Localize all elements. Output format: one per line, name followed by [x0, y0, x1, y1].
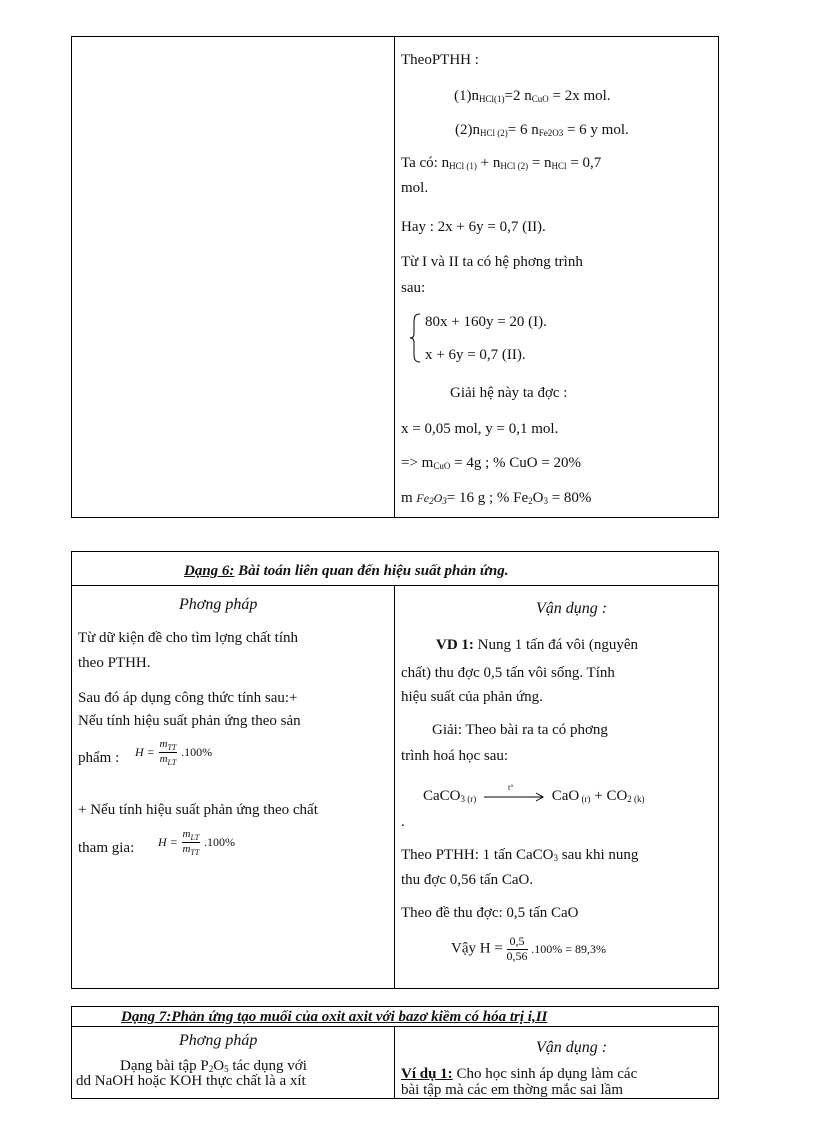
left-heading: Phơng pháp	[179, 1032, 258, 1049]
left-line-1: Dạng bài tập $P_2O_5$ tác dụng với	[120, 1058, 307, 1074]
right-line-9: Theo đề thu đợc: 0,5 tấn CaO	[401, 905, 579, 921]
right-line-2: bài tập mà các em thờng mắc sai lầm	[401, 1082, 624, 1098]
table-block-1	[71, 36, 719, 518]
left-line-2: dd NaOH hoặc KOH thực chất là a xít	[76, 1073, 306, 1089]
system-eq-2: x + 6y = 0,7 (II).	[425, 347, 526, 363]
block1-line-5: mol.	[401, 180, 429, 196]
block1-line-1: TheoPTHH :	[401, 52, 479, 68]
block1-line-9: Giải hệ này ta đợc :	[450, 385, 568, 401]
right-heading: Vận dụng :	[536, 600, 608, 617]
block1-line-12: m $Fe_2O_3= 16$ g ; % $Fe_2O_3 = 80\%$	[401, 490, 592, 506]
left-line-1: Từ dữ kiện đề cho tìm lợng chất tính	[78, 630, 298, 646]
table-block-2	[71, 551, 719, 989]
block1-line-6: Hay : 2x + 6y = 0,7 (II).	[401, 219, 546, 235]
formula-product: H = $\frac{m_{TT}}{m_{LT}}$ .100%	[135, 738, 213, 768]
title-divider	[71, 1026, 719, 1027]
block1-line-7: Từ I và II ta có hệ phơng trình	[401, 254, 583, 270]
right-line-5: trình hoá học sau:	[401, 748, 509, 764]
block1-line-10: x = 0,05 mol, y = 0,1 mol.	[401, 421, 559, 437]
right-line-1: VD 1: Nung 1 tấn đá vôi (nguyên	[436, 637, 639, 653]
block1-line-3: $(2)n_{HCl (2)}= 6$ $n_{Fe2O3} = 6$ y mol.	[455, 122, 629, 138]
title-divider	[71, 585, 719, 586]
left-line-4: Nếu tính hiệu suất phản ứng theo sản	[78, 713, 301, 729]
section-title-dang-6: Dạng 6: Bài toán liên quan đến hiệu suất phản ứng.	[184, 563, 509, 579]
right-line-1: Ví dụ 1: Cho học sinh áp dụng làm các	[401, 1066, 638, 1082]
right-line-3: hiệu suất của phản ứng.	[401, 689, 543, 705]
left-clip	[71, 1070, 394, 1098]
title-clip	[71, 1006, 719, 1026]
formula-reactant: H = $\frac{m_{LT}}{m_{TT}}$ .100%	[158, 828, 235, 858]
right-clip	[395, 1080, 718, 1098]
right-line-6: .	[401, 814, 405, 830]
heat-arrow: t°	[482, 791, 546, 803]
left-line-2: theo PTHH.	[78, 655, 151, 671]
block1-line-11: => $m_{CuO} = 4g$ ; % CuO = 20%	[401, 455, 582, 471]
system-brace	[408, 312, 422, 364]
left-heading: Phơng pháp	[179, 596, 258, 613]
reaction-equation: CaCO$_3$ $_{(r)}$ t° CaO $_{(r)} + CO_2$ $_{(k)}$	[423, 782, 645, 804]
system-eq-1: 80x + 160y = 20 (I).	[425, 314, 547, 330]
right-line-4: Giải: Theo bài ra ta có phơng	[432, 722, 608, 738]
left-line-7: tham gia:	[78, 840, 135, 856]
page-cut-line	[71, 1098, 719, 1099]
right-heading: Vận dụng :	[536, 1039, 608, 1056]
right-line-8: thu đợc 0,56 tấn CaO.	[401, 872, 534, 888]
right-line-2: chất) thu đợc 0,5 tấn vôi sống. Tính	[401, 665, 615, 681]
block1-line-8: sau:	[401, 280, 426, 296]
block1-line-4: Ta có: $n_{HCl (1)} + n_{HCl (2)} = n_{HCl} = 0,7$	[401, 155, 602, 171]
column-divider	[394, 585, 395, 989]
left-line-3: Sau đó áp dụng công thức tính sau:+	[78, 690, 298, 706]
section-title-dang-7: Dạng 7:Phản ứng tạo muối của oxit axit với bazơ kiềm có hóa trị i,II	[121, 1009, 548, 1025]
left-line-6: + Nếu tính hiệu suất phản ứng theo chất	[78, 802, 318, 818]
left-line-5: phẩm :	[78, 750, 120, 766]
column-divider	[394, 36, 395, 518]
block1-line-2: $(1)n_{HCl(1)}=2$ $n_{CuO} = 2x$ mol.	[454, 88, 611, 104]
right-line-7: Theo PTHH: 1 tấn CaCO$_3$ sau khi nung	[401, 847, 639, 863]
efficiency-result: Vậy H = $\frac{0,5}{0,56}$ .100% = 89,3%	[451, 934, 607, 963]
